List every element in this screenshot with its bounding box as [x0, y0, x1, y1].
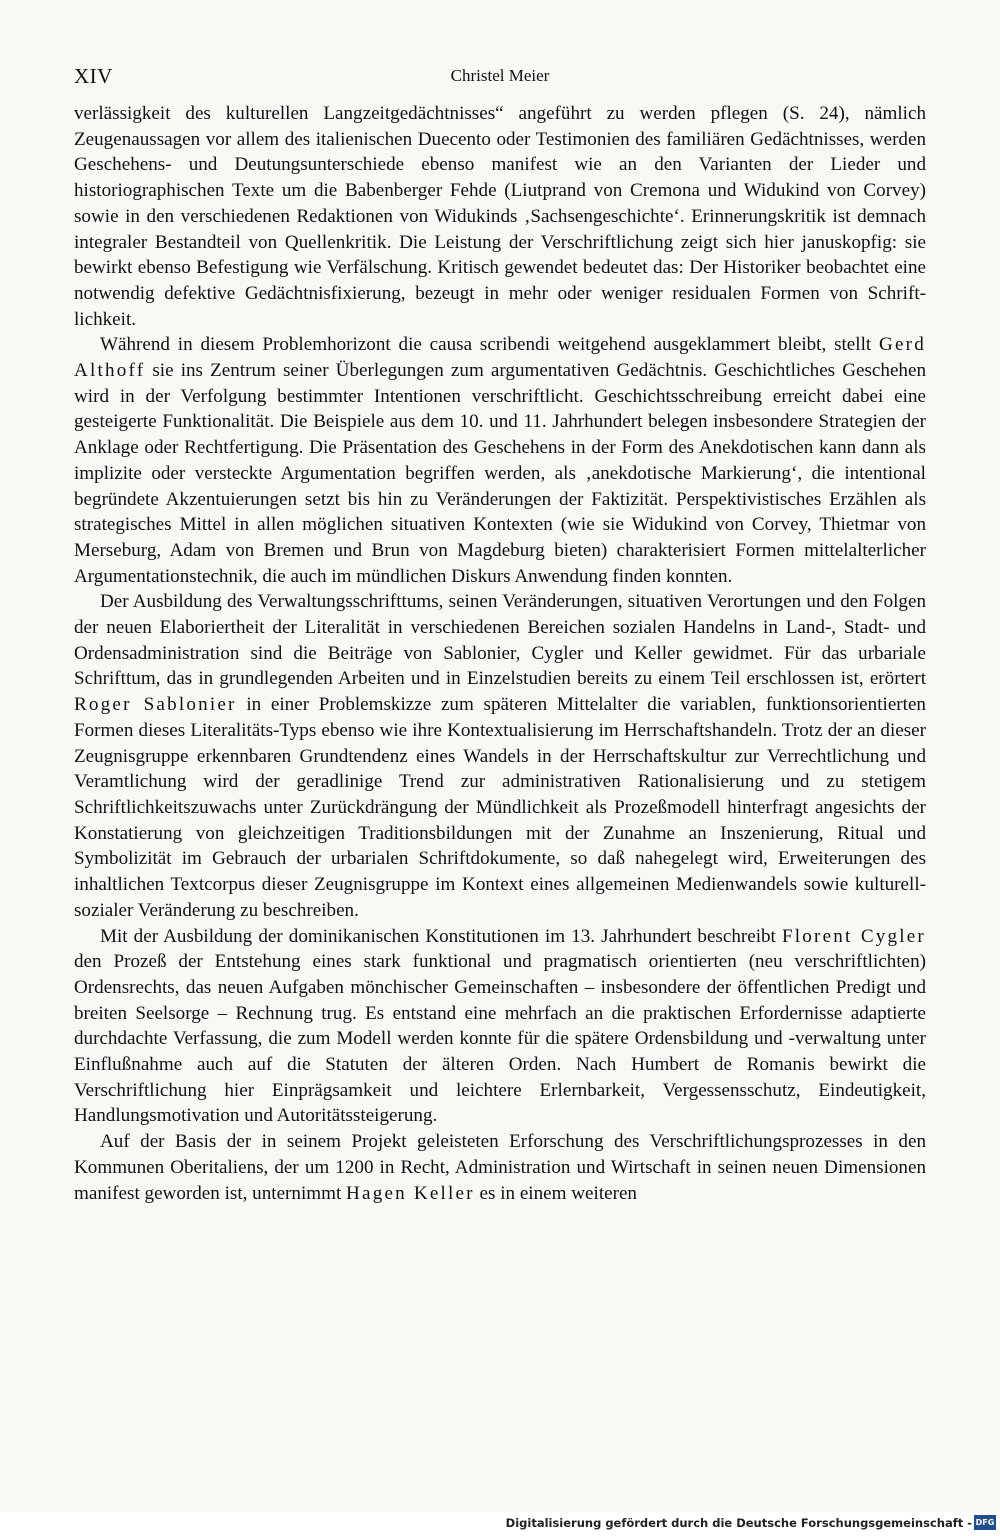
dfg-logo-icon: DFG: [974, 1515, 996, 1530]
text-segment: Mit der Ausbildung der dominikanischen Konstitutionen im 13. Jahrhundert beschreibt: [100, 925, 782, 947]
text-segment: Der Ausbildung des Verwaltungsschrifttums, seinen Veränderungen, situativen Verortungen und den Folgen der neuen Elaboriertheit der Literalität in verschiedenen Bereichen sozialen Handelns in Land-, Stadt- und Ordensadministration sind die Beiträge von Sablonier, Cygler und Keller gewidmet. Für das urbariale Schrifttum, das in grundlegenden Arbeiten und in Einzelstudien bereits zu einem Teil erschlossen ist, erörtert: [74, 591, 926, 690]
paragraph: [74, 589, 926, 923]
paragraph: [74, 332, 926, 589]
text-segment: verlässigkeit des kulturellen Langzeitgedächtnisses“ angeführt zu werden pflegen (S. 24), nämlich Zeugenaussagen vor allem des italienischen Duecento oder Testimonien des familiären Gedächtnisses, werden Geschehens- und Deutungsunterschiede ebenso manifest wie an den Varianten der Lieder und historiographischen Texte um die Babenberger Fehde (Liutprand von Cremona und Widukind von Corvey) sowie in den verschiedenen Redaktionen von Widukinds ‚Sachsengeschichte‘. Erinnerungskritik ist demnach integraler Bestandteil von Quellenkritik. Die Leistung der Verschriftlichung zeigt sich hier januskopfig: sie bewirkt ebenso Befestigung wie Verfälschung. Kritisch gewendet bedeutet das: Der Historiker beobachtet eine notwendig defektive Gedächtnisfixierung, bezeugt in mehr oder weniger residualen Formen von Schriftlichkeit.: [74, 103, 926, 330]
digitization-credit: Digitalisierung gefördert durch die Deutsche Forschungsgemeinschaft -: [505, 1516, 972, 1530]
text-segment: Während in diesem Problemhorizont die causa scribendi weitgehend ausgeklammert bleibt, stellt: [100, 334, 880, 356]
body-text: [74, 101, 926, 1206]
author-name: Florent Cygler: [781, 925, 926, 947]
paragraph: [74, 1129, 926, 1206]
text-segment: den Prozeß der Entstehung eines stark funktional und pragmatisch orientierten (neu verschriftlichten) Ordensrechts, das neuen Aufgaben mönchischer Gemeinschaften – insbesondere der öffentlichen Predigt und breiten Seelsorge – Rechnung trug. Es entstand eine mehrfach an die praktischen Erfordernisse adaptierte durchdachte Verfassung, die zum Modell werden konnte für die spätere Ordensbildung und -verwaltung unter Einflußnahme auch auf die Statuten der älteren Orden. Nach Humbert de Romanis bewirkt die Verschriftlichung hier Einprägsamkeit und leichtere Erlernbarkeit, Vergessensschutz, Eindeutigkeit, Handlungsmotivation und Autoritätssteigerung.: [74, 951, 926, 1127]
page-header: [74, 64, 926, 92]
text-segment: sie ins Zentrum seiner Überlegungen zum argumentativen Gedächtnis. Geschichtliches Geschehen wird in der Verfolgung bestimmter Intentionen verschriftlicht. Geschichtsschreibung erreicht dabei eine gesteigerte Funktionalität. Die Beispiele aus dem 10. und 11. Jahrhundert belegen insbesondere Strategien der Anklage oder Rechtfertigung. Die Präsentation des Geschehens in der Form des Anekdotischen kann dann als implizite oder versteckte Argumentation begriffen werden, als ‚anekdotische Markierung‘, die intentional begründete Akzentuierungen setzt bis hin zu Veränderungen der Faktizität. Perspektivistisches Erzählen als strategisches Mittel in allen möglichen situativen Kontexten (wie sie Widukind von Corvey, Thietmar von Merseburg, Adam von Bremen und Brun von Magdeburg bieten) charakterisiert Formen mittelalterlicher Argumentationstechnik, die auch im mündlichen Diskurs Anwendung finden konnten.: [74, 360, 926, 587]
paragraph: [74, 101, 926, 332]
author-name: Gerd Althoff: [74, 334, 926, 382]
text-segment: es in einem weiteren: [474, 1182, 637, 1204]
author-name: Hagen Keller: [346, 1182, 475, 1204]
footer-bar: [0, 1512, 1000, 1536]
text-segment: in einer Problemskizze zum späteren Mittelalter die variablen, funktionsorientierten Formen dieses Literalitäts-Typs ebenso wie ihre Kontextualisierung im Herrschaftshandeln. Trotz der an dieser Zeugnisgruppe erkennbaren Grundtendenz eines Wandels in der Herrschaftskultur zur Verrechtlichung und Veramtlichung wird der geradlinige Trend zur administrativen Rationalisierung und zu stetigem Schriftlichkeitszuwachs unter Zurückdrängung der Mündlichkeit als Prozeßmodell hinterfragt angesichts der Konstatierung von gleichzeitigen Traditionsbildungen mit der Zunahme an Inszenierung, Ritual und Symbolizität im Gebrauch der urbarialen Schriftdokumente, so daß nahegelegt wird, Erweiterungen des inhaltlichen Textcorpus dieser Zeugnisgruppe im Kontext eines allgemeinen Medienwandels sowie kulturell-sozialer Veränderung zu beschreiben.: [74, 694, 926, 921]
page-number: XIV: [74, 64, 113, 88]
paragraph: [74, 924, 926, 1130]
text-segment: Auf der Basis der in seinem Projekt geleisteten Erforschung des Verschriftlichungsprozesses in den Kommunen Oberitaliens, der um 1200 in Recht, Administration und Wirtschaft in seinen neuen Dimensionen manifest geworden ist, unternimmt: [74, 1131, 926, 1204]
running-head: Christel Meier: [450, 66, 550, 85]
author-name: Roger Sablonier: [74, 694, 237, 716]
